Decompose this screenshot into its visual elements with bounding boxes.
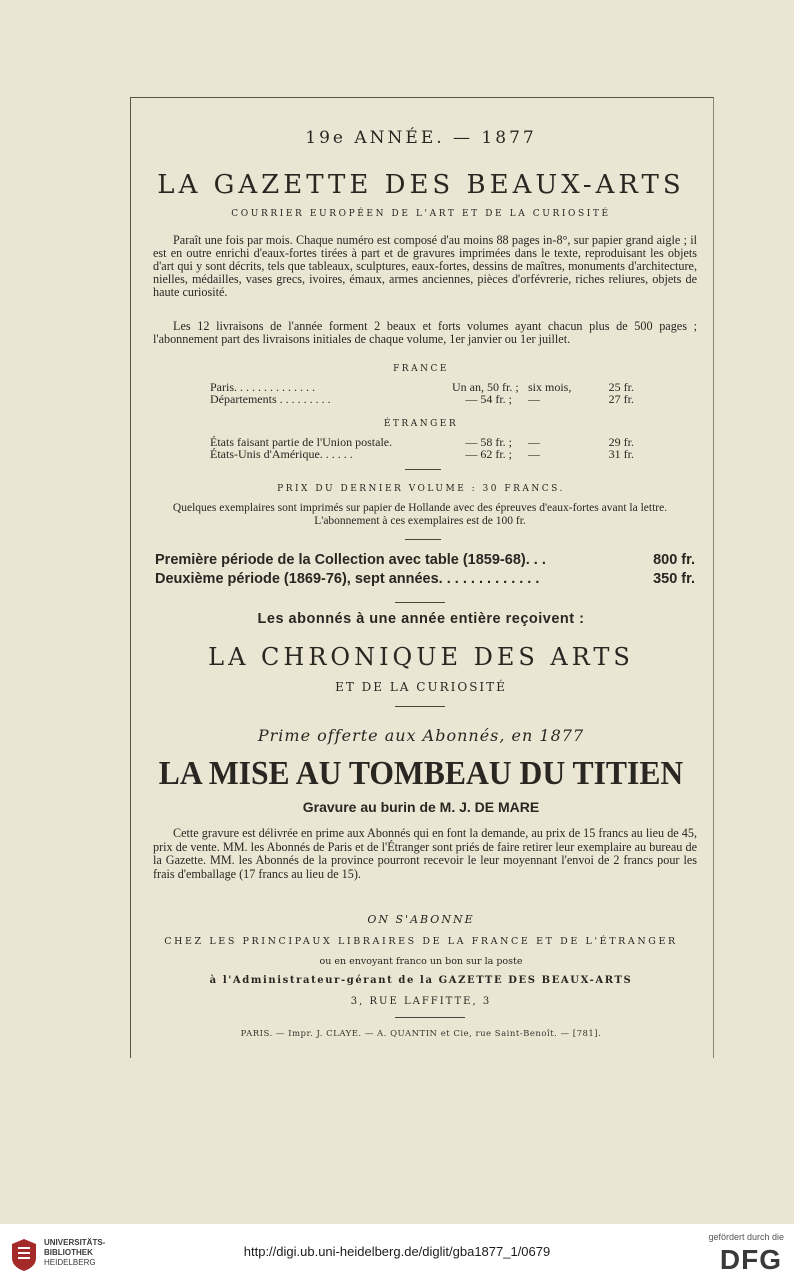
- prime-text: Cette gravure est délivrée en prime aux Abonnés qui en font la demande, au prix de 15 francs au lieu de 45, prix de vente. MM. les Abonnés de Paris et de l'Étranger sont priés de faire retirer leur exemplaire au bureau de la Gazette. MM. les Abonnés de la province pourront recevoir le leur moyennant l'envoi de 2 francs pour les frais d'emballage (17 francs au lieu de 15).: [153, 826, 697, 881]
- divider: [405, 469, 441, 470]
- subscribe-chez: CHEZ LES PRINCIPAUX LIBRAIRES DE LA FRANCE ET DE L'ÉTRANGER: [164, 936, 678, 947]
- period-amount: 800 fr.: [653, 552, 695, 568]
- divider: [405, 539, 441, 540]
- price-row: [210, 392, 634, 406]
- price-cell: 29 fr.: [608, 435, 634, 449]
- price-cell: Un an, 50 fr. ;: [452, 380, 519, 394]
- france-heading: FRANCE: [393, 364, 449, 374]
- uni-line: HEIDELBERG: [44, 1258, 96, 1267]
- france-prices: [210, 380, 634, 406]
- uni-line: UNIVERSITÄTS-: [44, 1238, 106, 1247]
- subscribe-lead: ON S'ABONNE: [367, 913, 475, 926]
- abonnes-lead: Les abonnés à une année entière reçoivent :: [257, 611, 585, 627]
- subscribe-envoy: ou en envoyant franco un bon sur la poste: [319, 956, 523, 967]
- period-row: [155, 570, 695, 589]
- year-line: 19e ANNÉE. — 1877: [305, 128, 537, 148]
- prime-lead: Prime offerte aux Abonnés, en 1877: [257, 726, 585, 745]
- dfg-logo: DFG: [719, 1244, 782, 1275]
- price-cell: États-Unis d'Amérique. . . . . .: [210, 447, 353, 461]
- price-cell: Départements . . . . . . . . .: [210, 392, 331, 406]
- prime-subtitle: Gravure au burin de M. J. DE MARE: [302, 799, 540, 815]
- price-row: [210, 447, 634, 461]
- price-cell: Paris. . . . . . . . . . . . . .: [210, 380, 315, 394]
- imprint-line: PARIS. — Impr. J. CLAYE. — A. QUANTIN et Cie, rue Saint-Benoît. — [781].: [240, 1029, 602, 1039]
- divider: [395, 706, 445, 707]
- price-cell: — 58 fr. ;: [465, 435, 512, 449]
- price-cell: — 62 fr. ;: [465, 447, 512, 461]
- price-cell: six mois,: [528, 380, 572, 394]
- dernier-volume-text: Quelques exemplaires sont imprimés sur papier de Hollande avec des épreuves d'eaux-fortes avant la lettre. L'abonnement à ces exemplaires est de 100 fr.: [172, 502, 668, 527]
- uni-line: BIBLIOTHEK: [44, 1248, 93, 1257]
- chronique-title: LA CHRONIQUE DES ARTS: [208, 643, 634, 671]
- price-cell: — 54 fr. ;: [465, 392, 512, 406]
- etranger-heading: ÉTRANGER: [383, 419, 459, 429]
- subscribe-admin: à l'Administrateur-gérant de la GAZETTE DES BEAUX-ARTS: [209, 975, 633, 986]
- price-cell: —: [528, 392, 540, 406]
- funding-note: gefördert durch die: [708, 1232, 784, 1242]
- period-label: Première période de la Collection avec table (1859-68). . .: [155, 552, 546, 568]
- permalink-url[interactable]: http://digi.ub.uni-heidelberg.de/diglit/gba1877_1/0679: [243, 1244, 551, 1259]
- price-cell: 25 fr.: [608, 380, 634, 394]
- intro-paragraph-2: [153, 320, 697, 346]
- price-cell: 27 fr.: [608, 392, 634, 406]
- prime-paragraph: [153, 827, 697, 881]
- price-cell: 31 fr.: [608, 447, 634, 461]
- intro-text-1: Paraît une fois par mois. Chaque numéro est composé d'au moins 88 pages in-8°, sur papier grand aigle ; il est en outre enrichi d'eaux-fortes tirées à part et de gravures imprimées dans le texte, reproduisant les objets d'art qui y sont décrits, tels que tableaux, sculptures, eaux-fortes, dessins de maîtres, monuments d'architecture, nielles, médailles, vases grecs, ivoires, émaux, armes anciennes, pièces d'orfévrerie, riches reliures, objets de haute curiosité.: [153, 233, 697, 299]
- period-amount: 350 fr.: [653, 571, 695, 587]
- divider: [395, 1017, 465, 1018]
- subscribe-address: 3, RUE LAFFITTE, 3: [350, 996, 492, 1007]
- dernier-volume-label: PRIX DU DERNIER VOLUME : 30 FRANCS.: [277, 484, 565, 494]
- viewer-footer: [0, 1224, 794, 1282]
- page-title: LA GAZETTE DES BEAUX-ARTS: [157, 170, 685, 200]
- divider: [395, 602, 445, 603]
- period-row: [155, 551, 695, 570]
- price-cell: —: [528, 435, 540, 449]
- etranger-prices: [210, 435, 634, 461]
- chronique-subtitle: ET DE LA CURIOSITÉ: [335, 680, 507, 694]
- prime-title: LA MISE AU TOMBEAU DU TITIEN: [158, 755, 684, 792]
- price-cell: États faisant partie de l'Union postale.: [210, 435, 393, 449]
- period-label: Deuxième période (1869-76), sept années. . . . . . . . . . . . .: [155, 571, 540, 587]
- intro-text-2: Les 12 livraisons de l'année forment 2 beaux et forts volumes ayant chacun plus de 500 pages ; l'abonnement part des livraisons initiales de chaque volume, 1er janvier ou 1er juillet.: [153, 319, 697, 346]
- intro-paragraph-1: [153, 234, 697, 299]
- subtitle: COURRIER EUROPÉEN DE L'ART ET DE LA CURIOSITÉ: [231, 209, 611, 219]
- price-cell: —: [528, 447, 540, 461]
